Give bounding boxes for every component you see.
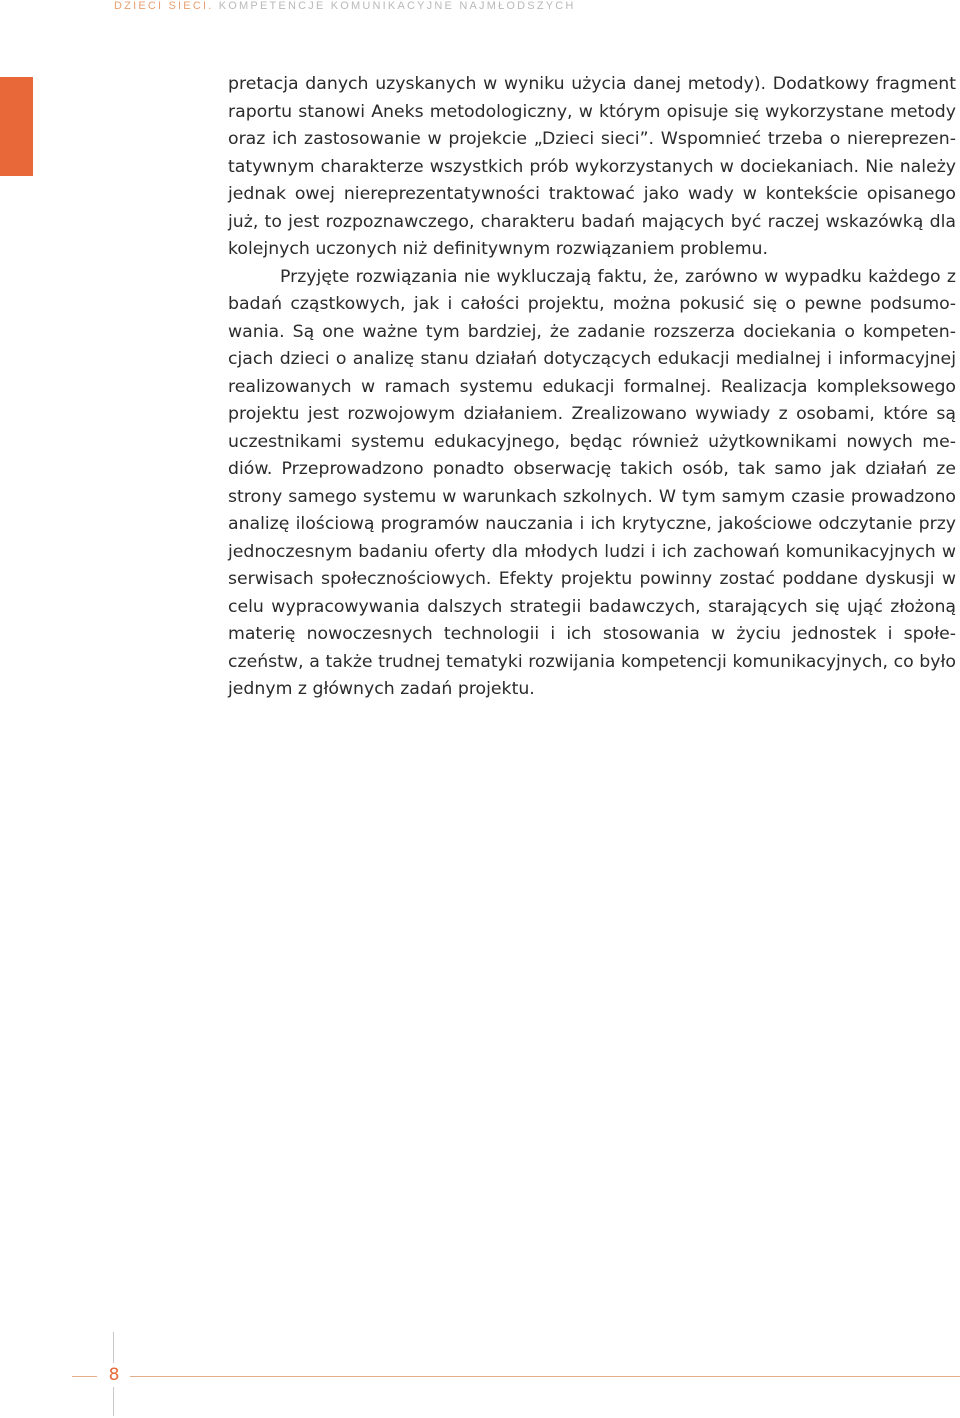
- footer-rule-right: [130, 1376, 960, 1377]
- page-number: 8: [103, 1363, 125, 1387]
- running-header: [114, 0, 576, 12]
- running-header-series-title: DZIECI SIECI.: [114, 0, 214, 12]
- running-header-subtitle: KOMPETENCJE KOMUNIKACYJNE NAJMŁODSZYCH: [218, 0, 576, 12]
- main-body-text: [228, 71, 956, 704]
- paragraph-2: Przyjęte rozwiązania nie wykluczają faktu, że, zarówno w wypadku każdego z badań cząstkowych, jak i całości projektu, można pokusić się o pewne podsumowania. Są one ważne tym bardziej, że zadanie rozszerza dociekania o kompetencjach dzieci o analizę stanu działań dotyczących edukacji medialnej i informacyjnej realizowanych w ramach systemu edukacji formalnej. Realizacja kompleksowego projektu jest rozwojowym działaniem. Zrealizowano wywiady z osobami, które są uczestnikami systemu edukacyjnego, będąc również użytkownikami nowych mediów. Przeprowadzono ponadto obserwację takich osób, tak samo jak działań ze strony samego systemu w warunkach szkolnych. W tym samym czasie prowadzono analizę ilościową programów nauczania i ich krytyczne, jakościowe odczytanie przy jednoczesnym badaniu oferty dla młodych ludzi i ich zachowań komunikacyjnych w serwisach społecznościowych. Efekty projektu powinny zostać poddane dyskusji w celu wypracowywania dalszych strategii badawczych, starających się ująć złożoną materię nowoczesnych technologii i ich stosowania w życiu jednostek i społeczeństw, a także trudnej tematyki rozwijania kompetencji komunikacyjnych, co było jednym z głównych zadań projektu.: [228, 266, 956, 699]
- paragraph-1: pretacja danych uzyskanych w wyniku użycia danej metody). Dodatkowy fragment raportu stanowi Aneks metodologiczny, w którym opisuje się wykorzystane metody oraz ich zastosowanie w projekcie „Dzieci sieci”. Wspomnieć trzeba o niereprezentatywnym charakterze wszystkich prób wykorzystanych w dociekaniach. Nie należy jednak owej niereprezentatywności traktować jako wady w kontekście opisanego już, to jest rozpoznawczego, charakteru badań mających być raczej wskazówką dla kolejnych uczonych niż definitywnym rozwiązaniem problemu.: [228, 74, 956, 259]
- orange-margin-tab: [0, 77, 33, 176]
- footer-rule-left: [72, 1376, 97, 1377]
